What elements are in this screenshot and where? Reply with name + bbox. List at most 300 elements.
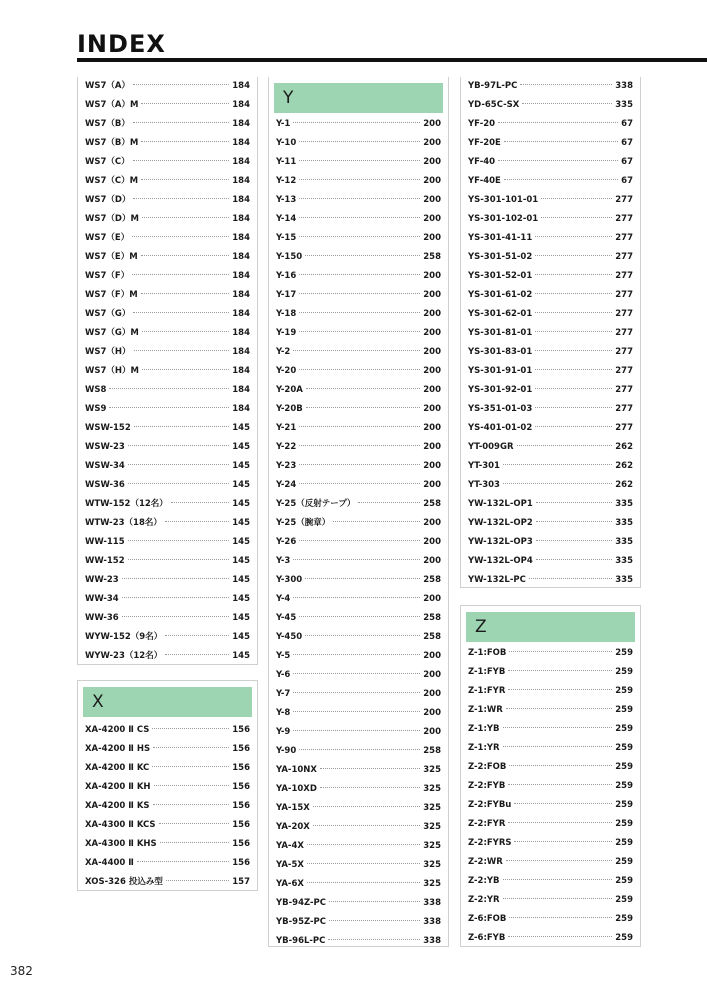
index-entry [461,891,640,910]
index-entry [461,286,640,305]
dot-leader [307,882,420,883]
index-entry [461,552,640,571]
dot-leader [299,236,420,237]
dot-leader [133,312,229,313]
index-entry [78,514,257,533]
entry-name: WS7（G） [85,309,131,319]
entry-page: 262 [615,442,633,452]
entry-page: 259 [615,781,633,791]
entry-list [78,721,257,892]
entry-name: YS-301-52-01 [468,271,533,281]
entry-name: Z-2:YB [468,876,500,886]
entry-page: 184 [232,157,250,167]
entry-name: Y-300 [276,575,303,585]
entry-name: YS-301-101-01 [468,195,539,205]
entry-page: 156 [232,858,250,868]
entry-name: Z-2:FYB [468,781,506,791]
dot-leader [293,559,420,560]
entry-name: YB-97L-PC [468,81,518,91]
index-entry [78,191,257,210]
index-entry [461,191,640,210]
entry-page: 277 [615,328,633,338]
index-entry [269,533,448,552]
entry-page: 200 [423,366,441,376]
entry-page: 156 [232,725,250,735]
entry-name: Y-22 [276,442,297,452]
dot-leader [506,708,612,709]
entry-page: 335 [615,499,633,509]
dot-leader [313,806,420,807]
index-entry [461,343,640,362]
entry-page: 258 [423,613,441,623]
entry-page: 156 [232,744,250,754]
dot-leader [306,407,421,408]
entry-page: 145 [232,556,250,566]
entry-name: YS-401-01-02 [468,423,533,433]
entry-name: Y-150 [276,252,303,262]
entry-name: YW-132L-OP1 [468,499,533,509]
index-entry [269,115,448,134]
entry-name: XA-4200 Ⅱ HS [85,744,151,754]
dot-leader [134,350,230,351]
dot-leader [506,860,612,861]
entry-name: WSW-34 [85,461,125,471]
entry-name: WS7（C） [85,157,130,167]
index-entry [269,134,448,153]
dot-leader [536,502,613,503]
index-entry [78,873,257,892]
entry-page: 338 [423,936,441,946]
entry-name: XA-4300 Ⅱ KCS [85,820,156,830]
dot-leader [142,369,229,370]
dot-leader [299,293,420,294]
dot-leader [514,803,612,804]
entry-page: 325 [423,841,441,851]
dot-leader [165,521,229,522]
entry-name: Y-20A [276,385,303,395]
dot-leader [154,785,230,786]
index-entry [269,267,448,286]
entry-name: Y-10 [276,138,297,148]
dot-leader [508,689,612,690]
index-entry [461,381,640,400]
dot-leader [508,670,612,671]
entry-page: 145 [232,461,250,471]
index-entry [78,286,257,305]
index-entry [461,438,640,457]
dot-leader [535,407,612,408]
entry-name: Y-23 [276,461,297,471]
index-entry [78,609,257,628]
dot-leader [141,255,230,256]
entry-name: WS7（H）M [85,366,139,376]
entry-name: Z-2:WR [468,857,503,867]
index-entry [78,533,257,552]
index-entry [269,438,448,457]
entry-page: 200 [423,461,441,471]
dot-leader [293,673,420,674]
entry-page: 200 [423,556,441,566]
dot-leader [142,217,229,218]
entry-name: YS-301-83-01 [468,347,533,357]
entry-name: Z-1:FYB [468,667,506,677]
index-entry [269,552,448,571]
entry-page: 184 [232,347,250,357]
index-entry [269,495,448,514]
entry-name: Y-450 [276,632,303,642]
index-entry [269,457,448,476]
entry-name: Y-15 [276,233,297,243]
entry-name: Y-16 [276,271,297,281]
entry-page: 277 [615,309,633,319]
index-entry [269,476,448,495]
entry-page: 259 [615,876,633,886]
dot-leader [503,727,613,728]
dot-leader [536,559,613,560]
entry-page: 156 [232,782,250,792]
index-entry [78,267,257,286]
entry-page: 262 [615,480,633,490]
entry-name: Y-8 [276,708,291,718]
index-entry [78,96,257,115]
entry-page: 184 [232,404,250,414]
entry-page: 338 [423,898,441,908]
entry-name: YW-132L-OP3 [468,537,533,547]
index-entry [78,759,257,778]
dot-leader [293,350,420,351]
dot-leader [329,920,420,921]
entry-page: 200 [423,404,441,414]
dot-leader [133,84,229,85]
entry-page: 156 [232,820,250,830]
entry-page: 156 [232,763,250,773]
entry-page: 67 [621,138,633,148]
index-entry [269,647,448,666]
entry-name: XA-4400 Ⅱ [85,858,134,868]
index-entry [461,115,640,134]
dot-leader [293,730,420,731]
index-entry [269,571,448,590]
index-entry [269,286,448,305]
dot-leader [299,369,420,370]
index-entry [461,134,640,153]
entry-page: 277 [615,252,633,262]
dot-leader [535,369,612,370]
index-entry [269,780,448,799]
entry-page: 200 [423,290,441,300]
entry-name: WS7（A） [85,81,130,91]
index-entry [78,134,257,153]
entry-page: 184 [232,328,250,338]
section-header-x: X [83,687,252,717]
entry-page: 325 [423,860,441,870]
entry-name: Y-20 [276,366,297,376]
index-entry [461,533,640,552]
entry-page: 259 [615,895,633,905]
entry-name: YB-95Z-PC [276,917,326,927]
entry-name: YS-301-61-02 [468,290,533,300]
index-entry [269,628,448,647]
entry-page: 200 [423,727,441,737]
entry-name: Y-25（腕章） [276,518,331,528]
dot-leader [133,198,229,199]
entry-page: 258 [423,252,441,262]
entry-page: 200 [423,157,441,167]
entry-name: XOS-326 投込み型 [85,877,163,887]
entry-page: 325 [423,879,441,889]
dot-leader [128,445,229,446]
entry-page: 67 [621,119,633,129]
entry-page: 200 [423,651,441,661]
dot-leader [152,728,229,729]
dot-leader [159,823,230,824]
entry-name: Y-24 [276,480,297,490]
entry-page: 325 [423,784,441,794]
entry-page: 145 [232,423,250,433]
entry-name: YW-132L-PC [468,575,526,585]
entry-name: YB-96L-PC [276,936,326,946]
index-entry [78,419,257,438]
entry-name: Y-6 [276,670,291,680]
entry-page: 277 [615,385,633,395]
dot-leader [128,464,229,465]
dot-leader [503,464,612,465]
dot-leader [141,293,230,294]
dot-leader [160,842,230,843]
index-entry [461,929,640,948]
entry-page: 325 [423,765,441,775]
entry-name: Z-1:WR [468,705,503,715]
index-entry [461,701,640,720]
entry-name: XA-4200 Ⅱ KC [85,763,150,773]
dot-leader [134,426,229,427]
index-entry [269,153,448,172]
index-entry [461,853,640,872]
index-entry [78,115,257,134]
entry-name: YF-40E [468,176,501,186]
entry-name: YS-301-102-01 [468,214,539,224]
entry-name: Z-1:FYR [468,686,506,696]
dot-leader [522,103,612,104]
dot-leader [508,936,612,937]
index-entry [461,172,640,191]
entry-page: 67 [621,176,633,186]
dot-leader [305,635,420,636]
index-entry [461,514,640,533]
dot-leader [109,407,229,408]
entry-name: Y-11 [276,157,297,167]
dot-leader [313,825,420,826]
entry-page: 277 [615,271,633,281]
index-entry [461,324,640,343]
entry-page: 184 [232,252,250,262]
index-entry [78,77,257,96]
index-entry [78,835,257,854]
index-entry [269,514,448,533]
entry-page: 259 [615,705,633,715]
dot-leader [498,160,618,161]
dot-leader [320,787,420,788]
dot-leader [333,521,420,522]
entry-name: WSW-23 [85,442,125,452]
dot-leader [503,879,613,880]
index-entry [78,552,257,571]
index-entry [269,305,448,324]
entry-name: Y-12 [276,176,297,186]
entry-name: WS7（E） [85,233,130,243]
index-entry [461,153,640,172]
entry-name: Y-26 [276,537,297,547]
index-entry [461,267,640,286]
index-entry [269,685,448,704]
entry-page: 259 [615,800,633,810]
dot-leader [293,122,420,123]
entry-list [269,115,448,951]
entry-name: YA-15X [276,803,310,813]
dot-leader [132,236,229,237]
index-entry [78,476,257,495]
index-entry [461,305,640,324]
dot-leader [498,122,618,123]
entry-page: 277 [615,347,633,357]
entry-name: YS-301-62-01 [468,309,533,319]
dot-leader [141,179,229,180]
entry-page: 335 [615,556,633,566]
entry-name: WS7（F）M [85,290,138,300]
entry-page: 259 [615,933,633,943]
dot-leader [307,863,420,864]
index-entry [461,495,640,514]
entry-page: 259 [615,857,633,867]
entry-name: WTW-152（12名） [85,499,168,509]
index-column-y-continued [460,77,641,588]
entry-page: 156 [232,839,250,849]
entry-name: WW-36 [85,613,119,623]
entry-page: 277 [615,423,633,433]
entry-name: Z-6:FOB [468,914,507,924]
entry-name: YA-10NX [276,765,317,775]
dot-leader [165,654,229,655]
dot-leader [142,331,229,332]
entry-page: 200 [423,233,441,243]
dot-leader [166,880,229,881]
entry-page: 258 [423,499,441,509]
section-header-z: Z [466,612,635,642]
dot-leader [358,502,420,503]
index-section-x [77,680,258,891]
dot-leader [535,388,612,389]
entry-name: YF-20 [468,119,496,129]
entry-page: 200 [423,518,441,528]
dot-leader [128,559,230,560]
dot-leader [509,651,612,652]
entry-name: YD-65C-SX [468,100,520,110]
index-entry [78,324,257,343]
entry-page: 259 [615,819,633,829]
entry-page: 325 [423,822,441,832]
index-entry [78,229,257,248]
entry-name: WS7（F） [85,271,130,281]
entry-name: WS7（H） [85,347,131,357]
entry-name: WW-23 [85,575,119,585]
dot-leader [504,141,618,142]
dot-leader [517,445,613,446]
entry-name: Y-7 [276,689,291,699]
entry-name: YA-20X [276,822,310,832]
entry-name: Z-1:YR [468,743,500,753]
index-entry [461,910,640,929]
dot-leader [299,540,420,541]
dot-leader [299,445,420,446]
dot-leader [509,765,612,766]
entry-page: 184 [232,290,250,300]
entry-name: XA-4300 Ⅱ KHS [85,839,157,849]
title-rule [77,58,707,62]
dot-leader [299,274,420,275]
entry-name: WS7（C）M [85,176,139,186]
entry-name: YA-5X [276,860,304,870]
dot-leader [535,293,612,294]
entry-page: 145 [232,613,250,623]
index-entry [269,419,448,438]
section-header-y: Y [274,83,443,113]
dot-leader [535,236,612,237]
entry-name: Z-1:YB [468,724,500,734]
index-entry [78,721,257,740]
page-title: INDEX [77,30,166,58]
entry-name: YF-20E [468,138,501,148]
entry-name: Y-90 [276,746,297,756]
index-entry [269,742,448,761]
entry-page: 277 [615,290,633,300]
dot-leader [535,274,612,275]
index-entry [269,343,448,362]
entry-name: Z-1:FOB [468,648,507,658]
index-entry [269,324,448,343]
entry-page: 184 [232,271,250,281]
index-entry [461,796,640,815]
index-entry [269,856,448,875]
entry-name: YS-351-01-03 [468,404,533,414]
index-entry [269,837,448,856]
index-entry [78,647,257,666]
entry-page: 262 [615,461,633,471]
entry-page: 200 [423,271,441,281]
index-entry [461,739,640,758]
dot-leader [293,597,420,598]
index-entry [269,400,448,419]
entry-page: 184 [232,366,250,376]
index-entry [461,362,640,381]
index-entry [78,457,257,476]
index-entry [78,305,257,324]
entry-name: WS7（D） [85,195,131,205]
entry-name: WS8 [85,385,107,395]
entry-page: 335 [615,518,633,528]
dot-leader [128,540,230,541]
index-entry [461,872,640,891]
entry-name: Y-2 [276,347,291,357]
entry-name: Y-5 [276,651,291,661]
dot-leader [299,312,420,313]
index-entry [269,875,448,894]
entry-name: WW-152 [85,556,125,566]
entry-name: Y-9 [276,727,291,737]
entry-page: 200 [423,195,441,205]
index-column-w [77,77,258,665]
index-entry [461,419,640,438]
entry-page: 200 [423,708,441,718]
